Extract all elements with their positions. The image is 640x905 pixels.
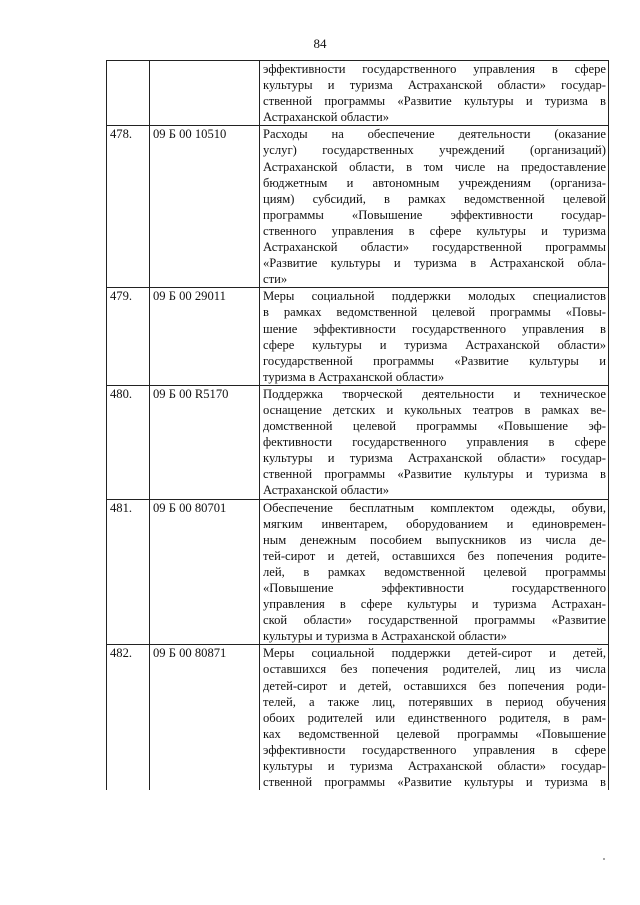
description-line: тей-сирот и детей, оставшихся без попечения родите- (263, 548, 606, 563)
description-line: ным денежным пособием выпускников из числа де- (263, 532, 606, 547)
description-line: ственной программы «Развитие культуры и туризма в (263, 775, 606, 790)
table-row (107, 499, 609, 645)
description-line: Меры социальной поддержки детей-сирот и детей, (263, 646, 606, 661)
description-line: услуг) государственных учреждений (организаций) (263, 143, 606, 158)
description-cell (260, 645, 609, 790)
description-line: Астраханской области» (263, 483, 390, 498)
description-line: государственной программы «Развитие культуры и (263, 353, 606, 368)
description-line: телей, а также лиц, потерявших в период обучения (263, 694, 606, 709)
description-line: эффективности государственного управления в сфере (263, 62, 606, 76)
description-line: сфере культуры и туризма Астраханской области» (263, 337, 606, 352)
description-line: «Развитие культуры и туризма в Астраханской обла- (263, 256, 606, 271)
description-line: ственной программы «Развитие культуры и туризма в (263, 467, 606, 482)
description-line: ской области» государственной программы «Развитие (263, 613, 606, 628)
classification-code-cell: 09 Б 00 R5170 (150, 385, 260, 499)
classification-code-cell: 09 Б 00 80701 (150, 499, 260, 645)
row-number-cell: 478. (107, 126, 150, 288)
description-cell (260, 385, 609, 499)
description-line: в рамках ведомственной целевой программы «Повы- (263, 305, 606, 320)
description-line: Астраханской области» государственной программы (263, 240, 606, 255)
description-line: ственной программы «Развитие культуры и туризма в (263, 94, 606, 109)
description-line: лей, в рамках ведомственной целевой программы (263, 564, 606, 579)
row-number-cell (107, 61, 150, 126)
scan-speck (603, 858, 605, 860)
classification-code-cell: 09 Б 00 80871 (150, 645, 260, 790)
description-line: «Повышение эффективности государственного (263, 581, 606, 595)
description-line: Меры социальной поддержки молодых специалистов (263, 289, 606, 304)
description-line: культуры и туризма Астраханской области» государ- (263, 78, 606, 93)
description-line: культуры и туризма в Астраханской области» (263, 629, 507, 644)
description-line: циям) субсидий, в рамках ведомственной целевой (263, 191, 606, 206)
description-line: Астраханской области, в том числе на предоставление (263, 159, 606, 174)
description-line: культуры и туризма Астраханской области» государ- (263, 451, 606, 466)
table-row (107, 126, 609, 288)
classification-code-cell (150, 61, 260, 126)
description-line: ственного управления в сфере культуры и туризма (263, 223, 606, 238)
table-row (107, 61, 609, 126)
description-line: Астраханской области» (263, 110, 390, 125)
description-cell (260, 288, 609, 386)
description-cell (260, 126, 609, 288)
description-cell (260, 499, 609, 645)
description-line: сти» (263, 272, 288, 287)
description-line: домственной целевой программы «Повышение эф- (263, 419, 606, 434)
description-line: детей-сирот и детей, оставшихся без попечения роди- (263, 678, 606, 693)
classification-code-cell: 09 Б 00 10510 (150, 126, 260, 288)
description-line: программы «Повышение эффективности государ- (263, 207, 606, 222)
description-line: фективности государственного управления в сфере (263, 435, 606, 450)
row-number-cell: 481. (107, 499, 150, 645)
table-row (107, 645, 609, 790)
description-line: культуры и туризма Астраханской области» государ- (263, 759, 606, 774)
description-line: Поддержка творческой деятельности и техническое (263, 386, 606, 401)
budget-classification-table (106, 60, 609, 790)
description-line: бюджетным и автономным учреждениям (организа- (263, 175, 606, 190)
table-body (107, 61, 609, 791)
table-row (107, 385, 609, 499)
row-number-cell: 482. (107, 645, 150, 790)
description-line: туризма в Астраханской области» (263, 369, 445, 384)
description-line: оснащение детских и кукольных театров в рамках ве- (263, 402, 606, 417)
table-row (107, 288, 609, 386)
row-number-cell: 480. (107, 385, 150, 499)
description-line: Расходы на обеспечение деятельности (оказание (263, 127, 606, 142)
description-line: Обеспечение бесплатным комплектом одежды, обуви, (263, 500, 606, 515)
description-cell (260, 61, 609, 126)
row-number-cell: 479. (107, 288, 150, 386)
page-number: 84 (313, 36, 327, 51)
description-line: эффективности государственного управления в сфере (263, 742, 606, 757)
description-line: мягким инвентарем, оборудованием и единовремен- (263, 516, 606, 531)
classification-code-cell: 09 Б 00 29011 (150, 288, 260, 386)
description-line: оставшихся без попечения родителей, лиц из числа (263, 662, 606, 677)
description-line: управления в сфере культуры и туризма Астрахан- (263, 597, 606, 612)
description-line: ках ведомственной целевой программы «Повышение (263, 726, 606, 741)
description-line: обоих родителей или единственного родителя, в рам- (263, 710, 606, 725)
description-line: шение эффективности государственного управления в (263, 321, 606, 336)
